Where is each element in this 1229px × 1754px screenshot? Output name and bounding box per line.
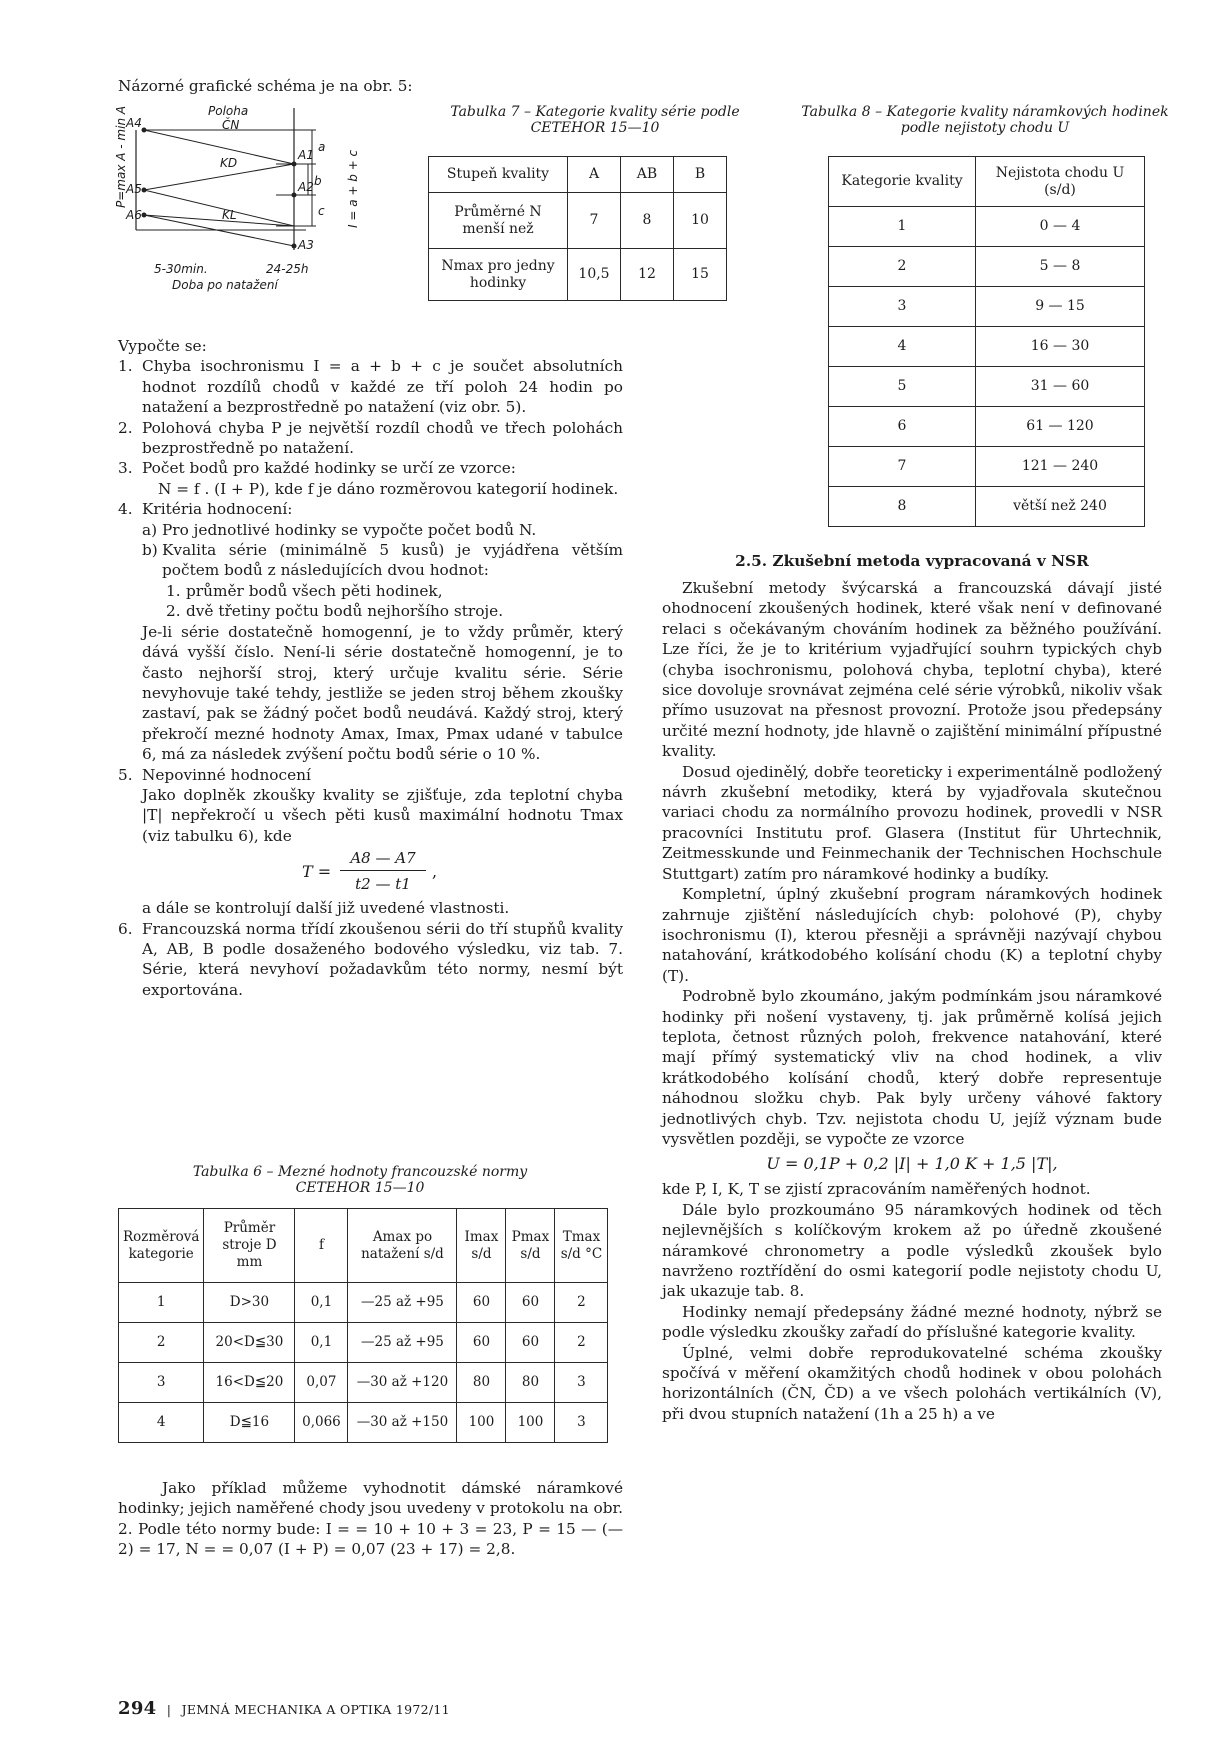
table8-cell: 121 — 240: [976, 447, 1145, 487]
table7-cell: 15: [674, 249, 727, 301]
figure-right-label: I = a + b + c: [346, 149, 360, 228]
marker-a1: A1: [298, 148, 314, 162]
table6-header-cell: Amax po natažení s/d: [348, 1209, 457, 1283]
footer-separator: |: [166, 1702, 172, 1717]
table6-header-cell: f: [295, 1209, 348, 1283]
segment-a: a: [318, 140, 326, 154]
x-tick-2: 24-25h: [266, 262, 309, 276]
table7-cell: Nmax pro jedny hodinky: [429, 249, 568, 301]
paragraph: Kompletní, úplný zkušební program náramkových hodinek zahrnuje zjištění následujících chyb: polohové (P), chyby isochronismu (I), kterou přesněji a správněji nazývají chybou natahování, krátkodobého kolísání chodu (K) a teplotní chyby (T).: [662, 885, 1162, 985]
points-formula: N = f . (I + P), kde f je dáno rozměrovou kategorií hodinek.: [158, 479, 619, 498]
table6-cell: 80: [506, 1363, 555, 1403]
list-item-3: [118, 458, 623, 478]
table8-cell: 31 — 60: [976, 367, 1145, 407]
table6-header-cell: Pmax s/d: [506, 1209, 555, 1283]
sub-text: Pro jednotlivé hodinky se vypočte počet bodů N.: [162, 520, 537, 539]
table6-cell: 2: [555, 1283, 608, 1323]
list-item-6: [118, 919, 623, 1001]
uncertainty-formula: U = 0,1P + 0,2 |I| + 1,0 K + 1,5 |T|,: [766, 1154, 1058, 1174]
table6-header-cell: Průměr stroje D mm: [204, 1209, 295, 1283]
table6-cell: D≦16: [204, 1403, 295, 1443]
table7: [428, 156, 727, 301]
table6-cell: 100: [457, 1403, 506, 1443]
table7-caption: Tabulka 7 – Kategorie kvality série podle CETEHOR 15—10: [450, 104, 740, 136]
table6-cell: 80: [457, 1363, 506, 1403]
table6-cell: 3: [555, 1403, 608, 1443]
table8: [828, 156, 1145, 527]
table6-cell: 0,066: [295, 1403, 348, 1443]
marker-cn: ČN: [222, 118, 240, 132]
temperature-formula: [142, 846, 623, 898]
paragraph: kde P, I, K, T se zjistí zpracováním naměřených hodnot.: [662, 1180, 1091, 1199]
list-number: 4.: [118, 500, 133, 519]
segment-b: b: [314, 174, 322, 188]
table6-cell: 60: [457, 1283, 506, 1323]
list-item-5: [118, 785, 623, 919]
x-tick-1: 5-30min.: [154, 262, 208, 276]
list-item-4: [118, 499, 623, 519]
sub-sub-item-1: [162, 581, 623, 601]
marker-kd: KD: [220, 156, 238, 170]
table6-cell: 100: [506, 1403, 555, 1443]
list-item-4: [118, 520, 623, 765]
x-axis-label: Doba po natažení: [172, 278, 278, 292]
table6-cell: 2: [119, 1323, 204, 1363]
table7-cell: 10: [674, 193, 727, 249]
left-column: [118, 336, 623, 1000]
table7-cell: Průměrné N menší než: [429, 193, 568, 249]
table6: [118, 1208, 608, 1443]
paragraph: Dále bylo prozkoumáno 95 náramkových hodinek od těch nejlevnějších s kolíčkovým krokem až po úředně zkoušené náramkové chronometry a podle výsledků zkoušek bylo navrženo roztřídění do osmi kategorií podle nejistoty chodu U, jak ukazuje tab. 8.: [662, 1200, 1162, 1301]
sub-number: a): [142, 520, 158, 539]
paragraph: Úplné, velmi dobře reprodukovatelné schéma zkoušky spočívá v měření okamžitých chodů hodinek v obou polohách horizontálních (ČN, ČD) a ve všech polohách vertikálních (V), při dvou stupních natažení (1h a 25 h) a ve: [662, 1343, 1162, 1423]
table8-cell: 1: [829, 207, 976, 247]
table6-cell: 3: [119, 1363, 204, 1403]
formula-comma: ,: [432, 862, 438, 882]
right-column: [662, 552, 1162, 1424]
table7-cell: 7: [568, 193, 621, 249]
marker-kl: KL: [222, 208, 237, 222]
section-heading: 2.5. Zkušební metoda vypracovaná v NSR: [735, 552, 1089, 570]
figure-y-label: P=max A - min A: [114, 105, 128, 208]
table6-cell: 16<D≦20: [204, 1363, 295, 1403]
table8-cell: 16 — 30: [976, 327, 1145, 367]
list-item-1: [118, 356, 623, 417]
list-number: 6.: [118, 919, 133, 938]
table8-cell: 61 — 120: [976, 407, 1145, 447]
sub-item-b: [142, 540, 623, 581]
marker-a5: A5: [126, 182, 142, 196]
sub-number: 2.: [166, 602, 181, 621]
table7-header-cell: A: [568, 157, 621, 193]
table6-cell: —30 až +120: [348, 1363, 457, 1403]
table6-cell: —25 až +95: [348, 1323, 457, 1363]
table8-caption: Tabulka 8 – Kategorie kvality náramkových hodinek podle nejistoty chodu U: [801, 104, 1169, 136]
table6-cell: 0,1: [295, 1283, 348, 1323]
list-item-2: [118, 418, 623, 459]
figure-5: [116, 100, 416, 300]
segment-c: c: [318, 204, 325, 218]
marker-a2: A2: [298, 180, 314, 194]
list-item-5: [118, 765, 623, 785]
table8-cell: 8: [829, 487, 976, 527]
marker-a6: A6: [126, 208, 142, 222]
fraction-bar: [340, 870, 426, 871]
table7-cell: 10,5: [568, 249, 621, 301]
paragraph: Hodinky nemají předepsány žádné mezné hodnoty, nýbrž se podle výsledku zkoušky zařadí do příslušné kategorie kvality.: [662, 1302, 1162, 1342]
table6-cell: 60: [506, 1323, 555, 1363]
table8-cell: 5 — 8: [976, 247, 1145, 287]
marker-a3: A3: [298, 238, 314, 252]
figure-title: Poloha: [208, 104, 249, 118]
calc-intro: Vypočte se:: [118, 337, 207, 355]
table6-caption: Tabulka 6 – Mezné hodnoty francouzské normy CETEHOR 15—10: [192, 1164, 528, 1196]
table6-cell: —25 až +95: [348, 1283, 457, 1323]
table6-cell: 4: [119, 1403, 204, 1443]
page-footer: [118, 1698, 450, 1719]
journal-name: JEMNÁ MECHANIKA A OPTIKA 1972/11: [181, 1702, 450, 1717]
sub-text: průměr bodů všech pěti hodinek,: [186, 581, 443, 600]
list-number: 1.: [118, 357, 133, 376]
table7-header-cell: B: [674, 157, 727, 193]
list-text: Polohová chyba P je největší rozdíl chodů ve třech polohách bezprostředně po natažení.: [142, 418, 623, 458]
optional-eval-paragraph: Jako doplněk zkoušky kvality se zjišťuje, zda teplotní chyba |T| nepřekročí u všech pěti kusů maximální hodnotu Tmax (viz tabulku 6), kde: [142, 785, 623, 845]
table8-cell: 5: [829, 367, 976, 407]
marker-a4: A4: [126, 116, 142, 130]
sub-text: Kvalita série (minimálně 5 kusů) je vyjádřena větším počtem bodů z následujících dvou hodnot:: [162, 541, 623, 580]
sub-item-a: [142, 520, 623, 540]
table8-cell: 7: [829, 447, 976, 487]
table8-cell: větší než 240: [976, 487, 1145, 527]
table6-cell: 2: [555, 1323, 608, 1363]
sub-number: b): [142, 541, 158, 560]
table8-cell: 2: [829, 247, 976, 287]
list-number: 2.: [118, 418, 133, 437]
table6-header-cell: Tmax s/d °C: [555, 1209, 608, 1283]
table8-cell: 3: [829, 287, 976, 327]
paragraph: Podrobně bylo zkoumáno, jakým podmínkám jsou náramkové hodinky při nošení vystaveny, tj. jak průměrně kolísá jejich teplota, četnost různých poloh, frekvence natahování, které mají přímý systematický vliv na chod hodinek, a vliv krátkodobého kolísání chodů, který dobře representuje náhodnou složku chyb. Pak byly určeny váhové faktory jednotlivých chyb. Tzv. nejistota chodu U, jejíž význam bude vysvětlen později, se vypočte ze vzorce: [662, 987, 1162, 1148]
table6-header-cell: Imax s/d: [457, 1209, 506, 1283]
table7-cell: 8: [621, 193, 674, 249]
paragraph: Dosud ojedinělý, dobře teoreticky i experimentálně podložený návrh zkušební metodiky, která by vyjadřovala skutečnou variaci chodu za normálního provozu hodinek, provedli v NSR pracovníci Institutu prof. Glasera (Institut für Uhrtechnik, Zeitmesskunde und Feinmechanik der Technischen Hochschule Stuttgart) zatím pro náramkové hodinky a budíky.: [662, 762, 1162, 883]
table6-header-cell: Rozměrová kategorie: [119, 1209, 204, 1283]
formula-denominator: t2 — t1: [355, 875, 411, 894]
table6-cell: 1: [119, 1283, 204, 1323]
list-number: 3.: [118, 459, 133, 478]
paragraph: Zkušební metody švýcarská a francouzská dávají jisté ohodnocení zkoušených hodinek, které však není v definované relaci s očekávaným chováním hodinek za běžného používání. Lze říci, že je to kritérium vyjadřující souhrn typických chyb (chyba isochronismu, polohová chyba, teplotní chyba), které sice dovoluje srovnávat zejména celé série výrobků, nikoliv však přímo usuzovat na přesnost provozní. Protože jsou předepsány určité mezní hodnoty, jde hlavně o zajištění minimální přípustné kvality.: [662, 579, 1162, 761]
optional-eval-after: a dále se kontrolují další již uvedené vlastnosti.: [142, 899, 510, 918]
sub-sub-item-2: [162, 601, 623, 621]
table6-cell: 60: [457, 1323, 506, 1363]
list-text: Francouzská norma třídí zkoušenou sérii do tří stupňů kvality A, AB, B podle dosaženého bodového výsledku, viz tab. 7. Série, která nevyhoví požadavkům této normy, nesmí být exportována.: [142, 919, 623, 999]
table7-header-cell: AB: [621, 157, 674, 193]
list-text: Počet bodů pro každé hodinky se určí ze vzorce:: [142, 459, 516, 478]
sub-text: dvě třetiny počtu bodů nejhoršího stroje.: [186, 602, 504, 621]
table8-cell: 6: [829, 407, 976, 447]
table8-cell: 4: [829, 327, 976, 367]
formula-lhs: T =: [302, 862, 332, 882]
table8-header-cell: Nejistota chodu U (s/d): [976, 157, 1145, 207]
table6-cell: 3: [555, 1363, 608, 1403]
list-text: Kritéria hodnocení:: [142, 500, 293, 519]
table6-cell: 20<D≦30: [204, 1323, 295, 1363]
page-number: 294: [118, 1698, 157, 1719]
table8-header-cell: Kategorie kvality: [829, 157, 976, 207]
table7-cell: 12: [621, 249, 674, 301]
list-number: 5.: [118, 765, 133, 784]
table7-header-cell: Stupeň kvality: [429, 157, 568, 193]
table6-cell: 60: [506, 1283, 555, 1323]
table6-cell: 0,07: [295, 1363, 348, 1403]
table6-cell: —30 až +150: [348, 1403, 457, 1443]
list-text: Chyba isochronismu I = a + b + c je součet absolutních hodnot rozdílů chodů v každé ze tří poloh 24 hodin po natažení a bezprostředně po natažení (viz obr. 5).: [142, 357, 623, 417]
formula-numerator: A8 — A7: [350, 849, 416, 868]
intro-line: Názorné grafické schéma je na obr. 5:: [118, 77, 413, 95]
table8-cell: 9 — 15: [976, 287, 1145, 327]
table6-cell: D>30: [204, 1283, 295, 1323]
sub-number: 1.: [166, 581, 181, 600]
table6-cell: 0,1: [295, 1323, 348, 1363]
list-text: Nepovinné hodnocení: [142, 765, 311, 784]
example-paragraph: Jako příklad můžeme vyhodnotit dámské náramkové hodinky; jejich naměřené chody jsou uvedeny v protokolu na obr. 2. Podle této normy bude: I = = 10 + 10 + 3 = 23, P = 15 — (—2) = 17, N = = 0,07 (I + P) = 0,07 (23 + 17) = 2,8.: [118, 1479, 623, 1559]
criteria-paragraph: Je-li série dostatečně homogenní, je to vždy průměr, který dává vyšší číslo. Není-li série dostatečně homogenní, je to často nejhorší stroj, který určuje kvalitu série. Série nevyhovuje také tehdy, jestliže se jeden stroj během zkoušky zastaví, pak se žádný počet bodů neudává. Každý stroj, který překročí mezné hodnoty Amax, Imax, Pmax udané v tabulce 6, má za následek zvýšení počtu bodů série o 10 %.: [142, 622, 623, 764]
table8-cell: 0 — 4: [976, 207, 1145, 247]
